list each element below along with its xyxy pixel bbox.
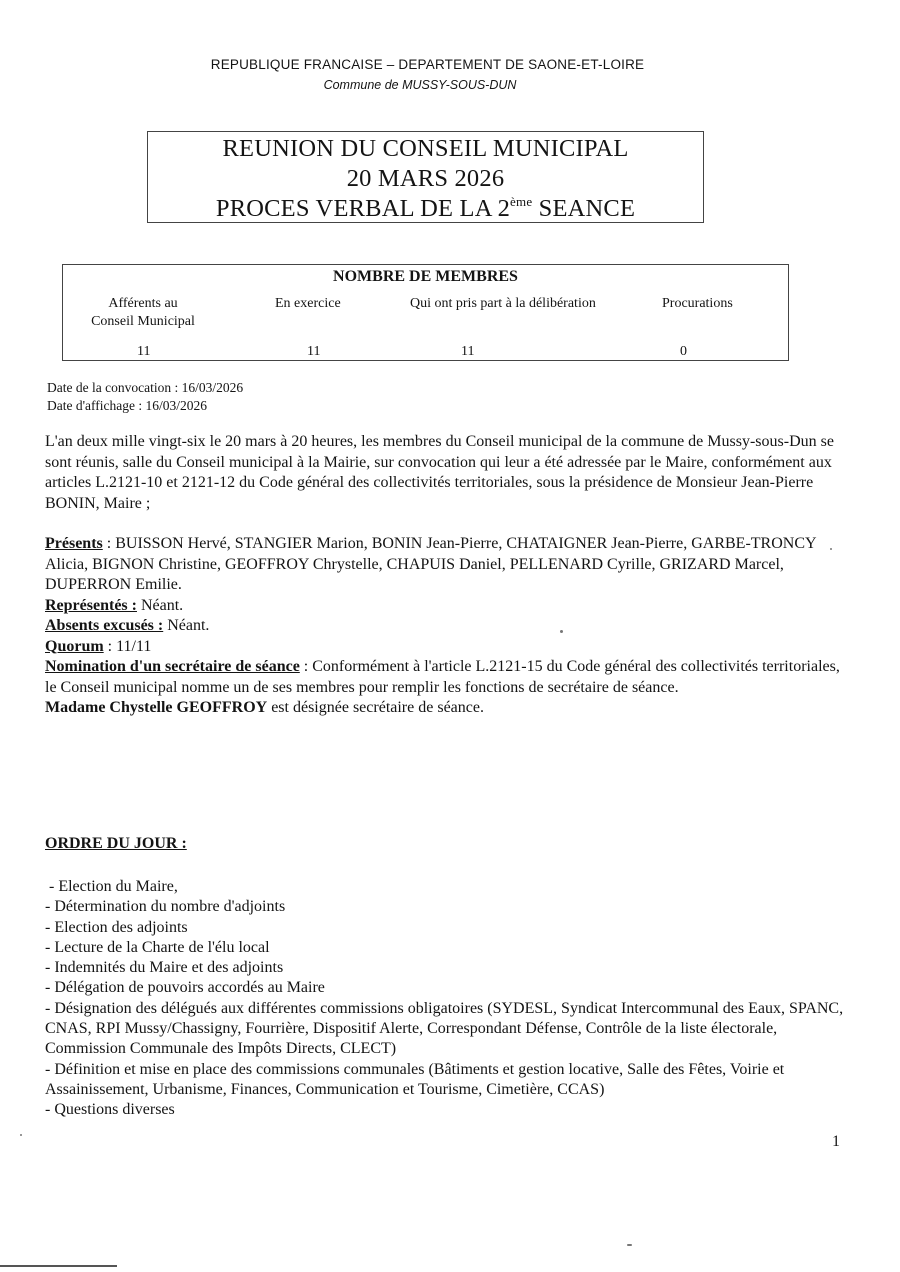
presents-value: : BUISSON Hervé, STANGIER Marion, BONIN Jean-Pierre, CHATAIGNER Jean-Pierre, GARBE-TRONCY Alicia, BIGNON Christine, GEOFFROY Chrystelle, CHAPUIS Daniel, PELLENARD Cyrille, GRIZARD Marcel, DUPERRON Emilie.: [45, 535, 816, 593]
agenda-item: - Détermination du nombre d'adjoints: [45, 898, 286, 916]
nomination-line: [45, 657, 845, 698]
col-afferents-value: 11: [137, 344, 151, 359]
page-number: 1: [832, 1133, 840, 1150]
header-commune-line: Commune de MUSSY-SOUS-DUN: [323, 78, 517, 92]
scan-speck: [20, 1134, 22, 1136]
scan-edge-line: [0, 1265, 117, 1267]
representes-label: Représentés :: [45, 596, 137, 614]
scan-speck: [627, 1244, 632, 1246]
presents-label: Présents: [45, 535, 103, 552]
col-exercice-value: 11: [307, 344, 321, 359]
absents-label: Absents excusés :: [45, 617, 164, 634]
ordinal-suffix: ème: [510, 194, 533, 209]
intro-paragraph: L'an deux mille vingt-six le 20 mars à 20 heures, les membres du Conseil municipal de la commune de Mussy-sous-Dun se sont réunis, salle du Conseil municipal à la Mairie, sur convocation qui leur a été adressée par le Maire, conformément aux articles L.2121-10 et 2121-12 du Code général des collectivités territoriales, sous la présidence de Monsieur Jean-Pierre BONIN, Maire ;: [45, 433, 834, 512]
agenda-item: - Désignation des délégués aux différentes commissions obligatoires (SYDESL, Syndicat Intercommunal des Eaux, SPANC, CNAS, RPI Mussy/Chassigny, Fourrière, Dispositif Alerte, Correspondant Défense, Contrôle de la liste électorale, Commission Communale des Impôts Directs, CLECT): [45, 999, 844, 1058]
scan-speck: [830, 548, 832, 550]
representes-value: Néant.: [136, 596, 184, 614]
attendance-block: [45, 534, 845, 719]
minutes-title: [148, 194, 703, 224]
absents-value: Néant.: [163, 617, 210, 634]
minutes-title-end: SEANCE: [532, 195, 636, 222]
col-deliberation-value: 11: [461, 344, 475, 359]
title-box: [147, 131, 704, 223]
agenda-title: ORDRE DU JOUR :: [45, 835, 187, 852]
nomination-label: Nomination d'un secrétaire de séance: [45, 658, 300, 675]
col-afferents-label-line1: Afférents au: [108, 296, 178, 311]
secretary-rest: est désignée secrétaire de séance.: [267, 699, 484, 716]
secretary-name: Madame Chystelle GEOFFROY: [45, 699, 268, 716]
affichage-date: Date d'affichage : 16/03/2026: [47, 398, 208, 413]
col-afferents-label: [81, 295, 205, 331]
col-afferents-label-line2: Conseil Municipal: [91, 314, 195, 329]
scan-speck: [560, 630, 563, 633]
representes-line: [45, 596, 845, 617]
agenda-list: [45, 877, 845, 1121]
agenda-item: - Election des adjoints: [45, 918, 188, 936]
col-deliberation-label: Qui ont pris part à la délibération: [410, 296, 596, 311]
nomination-value: : Conformément à l'article L.2121-15 du Code général des collectivités territoriales, le Conseil municipal nomme un de ses membres pour remplir les fonctions de secrétaire de séance.: [45, 658, 840, 696]
absents-line: [45, 616, 845, 637]
minutes-title-start: PROCES VERBAL DE LA 2: [215, 195, 511, 222]
agenda-item: - Indemnités du Maire et des adjoints: [45, 959, 284, 977]
agenda-item: - Délégation de pouvoirs accordés au Maire: [45, 979, 325, 997]
convocation-date: Date de la convocation : 16/03/2026: [47, 380, 244, 395]
header-republic-line: REPUBLIQUE FRANCAISE – DEPARTEMENT DE SAONE-ET-LOIRE: [210, 57, 645, 72]
secretary-line: [45, 698, 845, 719]
agenda-item: - Election du Maire,: [45, 878, 178, 895]
members-table: [62, 264, 789, 361]
col-exercice-label: En exercice: [275, 296, 341, 311]
quorum-line: [45, 637, 845, 658]
col-procurations-value: 0: [680, 344, 687, 359]
quorum-value: : 11/11: [103, 637, 152, 655]
col-procurations-label: Procurations: [662, 296, 733, 311]
meeting-title: REUNION DU CONSEIL MUNICIPAL: [222, 135, 629, 162]
agenda-item: - Lecture de la Charte de l'élu local: [45, 938, 270, 956]
members-heading: NOMBRE DE MEMBRES: [333, 268, 518, 285]
presents-line: [45, 534, 845, 596]
quorum-label: Quorum: [45, 637, 104, 655]
meeting-date: 20 MARS 2026: [346, 165, 505, 192]
agenda-item: - Questions diverses: [45, 1101, 175, 1119]
agenda-item: - Définition et mise en place des commissions communales (Bâtiments et gestion locative, Salle des Fêtes, Voirie et Assainissement, Urbanisme, Finances, Communication et Tourisme, Cimetière, CCAS): [45, 1060, 785, 1098]
